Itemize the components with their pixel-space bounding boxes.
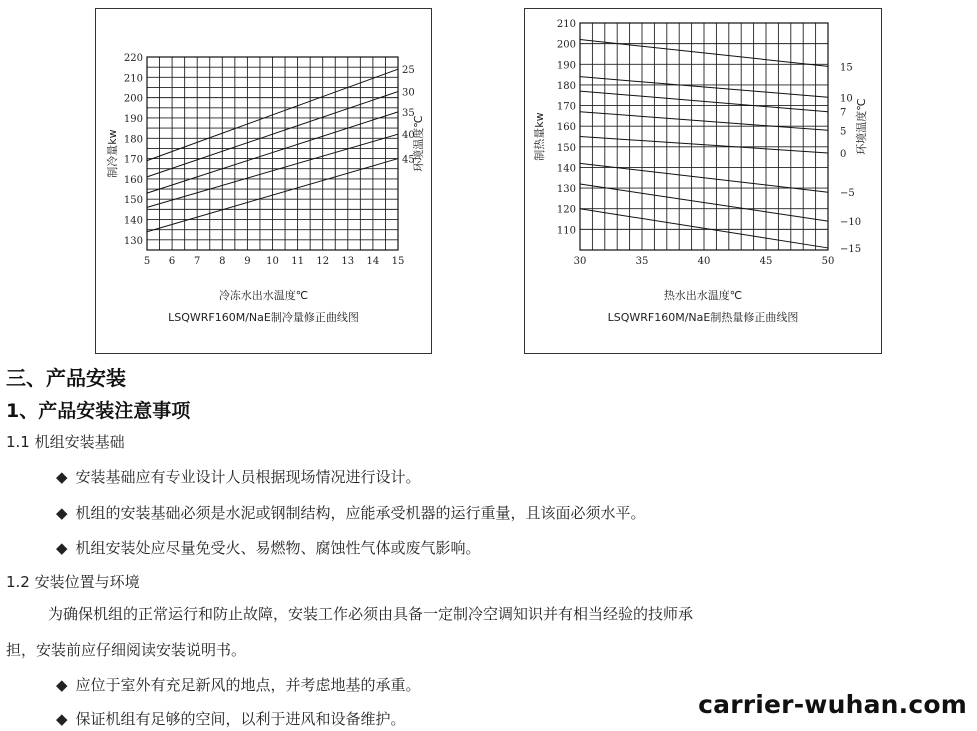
diamond-bullet-icon: ◆ (56, 468, 68, 486)
y-tick-label: 170 (556, 101, 576, 113)
heating-caption: LSQWRF160M/NaE制热量修正曲线图 (607, 311, 799, 324)
series-label: 5 (840, 126, 847, 138)
y-tick-label: 180 (123, 134, 143, 146)
y-axis-label: 制热量kw (533, 112, 546, 161)
x-tick-label: 45 (759, 256, 773, 267)
series-label: −5 (840, 188, 855, 200)
diamond-bullet-icon: ◆ (56, 504, 68, 522)
section-heading: 三、产品安装 (6, 366, 126, 390)
x-tick-label: 6 (168, 256, 176, 267)
y-tick-label: 140 (556, 163, 576, 175)
paragraph-line: 担，安装前应仔细阅读安装说明书。 (6, 641, 247, 659)
series-label: −15 (840, 243, 862, 255)
series-label: −10 (840, 217, 862, 229)
x-tick-label: 8 (219, 256, 226, 267)
section-1-1-title: 1.1 机组安装基础 (6, 433, 125, 451)
y-tick-label: 190 (556, 60, 576, 72)
series-label: 7 (840, 107, 847, 119)
bullet-text: 应位于室外有充足新风的地点，并考虑地基的承重。 (75, 676, 421, 694)
bullet-item (56, 502, 646, 523)
y-tick-label: 190 (123, 113, 143, 125)
y-tick-label: 200 (556, 39, 576, 51)
section-1-2-title: 1.2 安装位置与环境 (6, 573, 140, 591)
bullet-item (56, 466, 421, 487)
x-tick-label: 50 (821, 256, 835, 267)
x-tick-label: 35 (635, 256, 649, 267)
y-tick-label: 110 (556, 225, 576, 237)
y-tick-label: 160 (556, 122, 576, 134)
y-tick-label: 120 (556, 204, 576, 216)
x-tick-label: 10 (266, 256, 279, 267)
subsection-heading: 1、产品安装注意事项 (6, 400, 191, 422)
bullet-text: 安装基础应有专业设计人员根据现场情况进行设计。 (75, 468, 421, 486)
series-label: 30 (402, 87, 415, 99)
right-axis-label: 环境温度℃ (855, 98, 868, 155)
series-label: 0 (840, 149, 847, 161)
y-tick-label: 220 (123, 53, 143, 64)
bullet-text: 保证机组有足够的空间，以利于进风和设备维护。 (75, 710, 406, 728)
heating-xlabel: 热水出水温度℃ (663, 289, 743, 302)
x-tick-label: 15 (391, 256, 405, 267)
y-tick-label: 150 (123, 195, 143, 207)
y-tick-label: 140 (123, 215, 143, 227)
right-axis-label: 环境温度℃ (412, 115, 425, 172)
x-tick-label: 13 (341, 256, 355, 267)
diamond-bullet-icon: ◆ (56, 710, 68, 728)
diamond-bullet-icon: ◆ (56, 539, 68, 557)
y-axis-label: 制冷量kw (106, 129, 119, 178)
y-tick-label: 130 (556, 184, 576, 196)
y-tick-label: 200 (123, 93, 143, 105)
y-tick-label: 180 (556, 80, 576, 92)
x-tick-label: 30 (573, 256, 587, 267)
x-tick-label: 5 (143, 256, 151, 267)
series-label: 25 (402, 65, 415, 77)
x-tick-label: 7 (194, 256, 201, 267)
diamond-bullet-icon: ◆ (56, 676, 68, 694)
bullet-item (56, 537, 481, 558)
y-tick-label: 210 (556, 19, 576, 30)
series-label: 45 (402, 154, 415, 166)
x-tick-label: 14 (366, 256, 380, 267)
watermark-text: carrier-wuhan.com (698, 690, 967, 719)
paragraph-line: 为确保机组的正常运行和防止故障，安装工作必须由具备一定制冷空调知识并有相当经验的技师承 (48, 605, 694, 623)
y-tick-label: 130 (123, 235, 143, 247)
bullet-text: 机组安装处应尽量免受火、易燃物、腐蚀性气体或废气影响。 (75, 539, 481, 557)
y-tick-label: 160 (123, 174, 143, 186)
bullet-text: 机组的安装基础必须是水泥或钢制结构，应能承受机器的运行重量，且该面必须水平。 (75, 504, 646, 522)
x-tick-label: 11 (291, 256, 304, 267)
y-tick-label: 150 (556, 142, 576, 154)
cooling-caption: LSQWRF160M/NaE制冷量修正曲线图 (168, 311, 359, 324)
y-tick-label: 170 (123, 154, 143, 166)
bullet-item (56, 674, 421, 695)
series-label: 40 (402, 130, 415, 142)
series-label: 15 (840, 62, 853, 74)
x-tick-label: 40 (697, 256, 711, 267)
cooling-capacity-chart (95, 8, 432, 354)
series-label: 10 (840, 93, 853, 105)
y-tick-label: 210 (123, 73, 143, 85)
heating-capacity-chart (524, 8, 882, 354)
bullet-item (56, 708, 406, 729)
cooling-xlabel: 冷冻水出水温度℃ (218, 289, 309, 302)
x-tick-label: 12 (316, 256, 330, 267)
x-tick-label: 9 (244, 256, 251, 267)
series-label: 35 (402, 107, 415, 119)
